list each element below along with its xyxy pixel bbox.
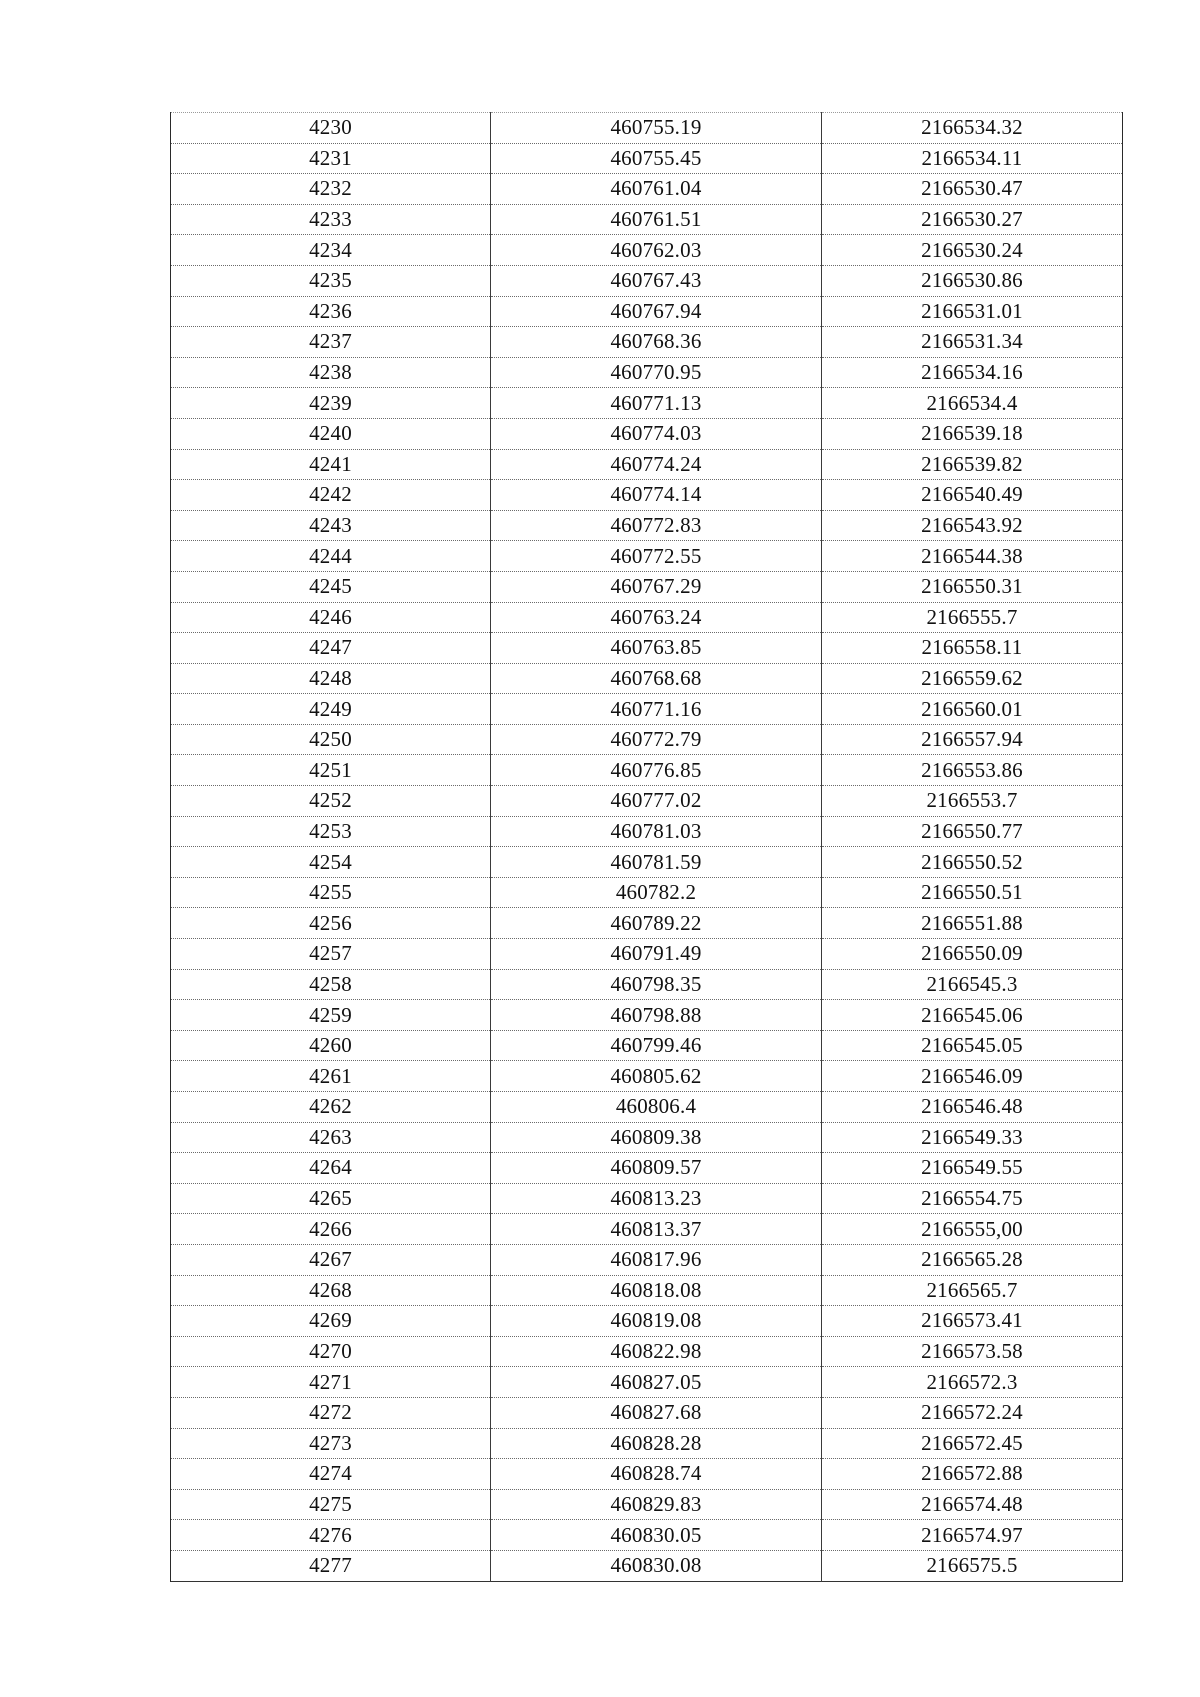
point-number-cell: 4245 <box>171 571 491 602</box>
x-coordinate-cell: 460827.05 <box>491 1367 822 1398</box>
table-row <box>171 204 1123 235</box>
x-coordinate-cell: 460813.37 <box>491 1214 822 1245</box>
y-coordinate-cell: 2166534.32 <box>822 113 1123 144</box>
table-row <box>171 1459 1123 1490</box>
y-coordinate-cell: 2166531.34 <box>822 327 1123 358</box>
y-coordinate-cell: 2166574.48 <box>822 1489 1123 1520</box>
table-row <box>171 1306 1123 1337</box>
table-row <box>171 174 1123 205</box>
x-coordinate-cell: 460799.46 <box>491 1030 822 1061</box>
y-coordinate-cell: 2166550.09 <box>822 939 1123 970</box>
point-number-cell: 4268 <box>171 1275 491 1306</box>
point-number-cell: 4232 <box>171 174 491 205</box>
point-number-cell: 4261 <box>171 1061 491 1092</box>
table-row <box>171 1214 1123 1245</box>
point-number-cell: 4269 <box>171 1306 491 1337</box>
x-coordinate-cell: 460774.03 <box>491 418 822 449</box>
table-row <box>171 816 1123 847</box>
point-number-cell: 4243 <box>171 510 491 541</box>
table-row <box>171 296 1123 327</box>
point-number-cell: 4260 <box>171 1030 491 1061</box>
point-number-cell: 4250 <box>171 724 491 755</box>
table-row <box>171 235 1123 266</box>
table-row <box>171 786 1123 817</box>
y-coordinate-cell: 2166550.52 <box>822 847 1123 878</box>
point-number-cell: 4273 <box>171 1428 491 1459</box>
table-row <box>171 908 1123 939</box>
x-coordinate-cell: 460781.59 <box>491 847 822 878</box>
point-number-cell: 4234 <box>171 235 491 266</box>
table-row <box>171 510 1123 541</box>
y-coordinate-cell: 2166531.01 <box>822 296 1123 327</box>
table-row <box>171 265 1123 296</box>
y-coordinate-cell: 2166558.11 <box>822 633 1123 664</box>
point-number-cell: 4244 <box>171 541 491 572</box>
x-coordinate-cell: 460768.68 <box>491 663 822 694</box>
point-number-cell: 4272 <box>171 1397 491 1428</box>
point-number-cell: 4258 <box>171 969 491 1000</box>
y-coordinate-cell: 2166550.31 <box>822 571 1123 602</box>
x-coordinate-cell: 460762.03 <box>491 235 822 266</box>
x-coordinate-cell: 460809.57 <box>491 1153 822 1184</box>
point-number-cell: 4266 <box>171 1214 491 1245</box>
point-number-cell: 4253 <box>171 816 491 847</box>
point-number-cell: 4230 <box>171 113 491 144</box>
y-coordinate-cell: 2166549.55 <box>822 1153 1123 1184</box>
y-coordinate-cell: 2166555,00 <box>822 1214 1123 1245</box>
point-number-cell: 4241 <box>171 449 491 480</box>
x-coordinate-cell: 460763.24 <box>491 602 822 633</box>
table-row <box>171 877 1123 908</box>
point-number-cell: 4240 <box>171 418 491 449</box>
y-coordinate-cell: 2166534.16 <box>822 357 1123 388</box>
y-coordinate-cell: 2166545.06 <box>822 1000 1123 1031</box>
point-number-cell: 4271 <box>171 1367 491 1398</box>
x-coordinate-cell: 460771.13 <box>491 388 822 419</box>
y-coordinate-cell: 2166539.82 <box>822 449 1123 480</box>
y-coordinate-cell: 2166545.05 <box>822 1030 1123 1061</box>
point-number-cell: 4265 <box>171 1183 491 1214</box>
y-coordinate-cell: 2166530.47 <box>822 174 1123 205</box>
table-row <box>171 1550 1123 1581</box>
x-coordinate-cell: 460805.62 <box>491 1061 822 1092</box>
table-row <box>171 327 1123 358</box>
table-row <box>171 480 1123 511</box>
y-coordinate-cell: 2166550.77 <box>822 816 1123 847</box>
x-coordinate-cell: 460827.68 <box>491 1397 822 1428</box>
x-coordinate-cell: 460767.43 <box>491 265 822 296</box>
x-coordinate-cell: 460776.85 <box>491 755 822 786</box>
point-number-cell: 4242 <box>171 480 491 511</box>
x-coordinate-cell: 460809.38 <box>491 1122 822 1153</box>
table-row <box>171 1000 1123 1031</box>
y-coordinate-cell: 2166540.49 <box>822 480 1123 511</box>
y-coordinate-cell: 2166572.88 <box>822 1459 1123 1490</box>
x-coordinate-cell: 460830.08 <box>491 1550 822 1581</box>
x-coordinate-cell: 460768.36 <box>491 327 822 358</box>
point-number-cell: 4236 <box>171 296 491 327</box>
table-row <box>171 663 1123 694</box>
x-coordinate-cell: 460782.2 <box>491 877 822 908</box>
y-coordinate-cell: 2166555.7 <box>822 602 1123 633</box>
y-coordinate-cell: 2166565.7 <box>822 1275 1123 1306</box>
table-row <box>171 1428 1123 1459</box>
y-coordinate-cell: 2166534.11 <box>822 143 1123 174</box>
table-row <box>171 755 1123 786</box>
coordinates-table <box>170 112 1123 1582</box>
point-number-cell: 4259 <box>171 1000 491 1031</box>
y-coordinate-cell: 2166546.09 <box>822 1061 1123 1092</box>
point-number-cell: 4255 <box>171 877 491 908</box>
x-coordinate-cell: 460829.83 <box>491 1489 822 1520</box>
point-number-cell: 4275 <box>171 1489 491 1520</box>
table-row <box>171 541 1123 572</box>
y-coordinate-cell: 2166545.3 <box>822 969 1123 1000</box>
y-coordinate-cell: 2166560.01 <box>822 694 1123 725</box>
table-row <box>171 847 1123 878</box>
table-body <box>171 113 1123 1582</box>
point-number-cell: 4235 <box>171 265 491 296</box>
point-number-cell: 4238 <box>171 357 491 388</box>
table-row <box>171 1030 1123 1061</box>
table-row <box>171 1122 1123 1153</box>
table-row <box>171 724 1123 755</box>
point-number-cell: 4274 <box>171 1459 491 1490</box>
table-row <box>171 113 1123 144</box>
point-number-cell: 4257 <box>171 939 491 970</box>
table-row <box>171 1489 1123 1520</box>
table-row <box>171 143 1123 174</box>
x-coordinate-cell: 460771.16 <box>491 694 822 725</box>
y-coordinate-cell: 2166551.88 <box>822 908 1123 939</box>
point-number-cell: 4251 <box>171 755 491 786</box>
y-coordinate-cell: 2166572.24 <box>822 1397 1123 1428</box>
y-coordinate-cell: 2166557.94 <box>822 724 1123 755</box>
table-row <box>171 357 1123 388</box>
x-coordinate-cell: 460828.28 <box>491 1428 822 1459</box>
table-row <box>171 1520 1123 1551</box>
point-number-cell: 4277 <box>171 1550 491 1581</box>
table-row <box>171 1367 1123 1398</box>
table-row <box>171 571 1123 602</box>
table-row <box>171 939 1123 970</box>
x-coordinate-cell: 460828.74 <box>491 1459 822 1490</box>
table-row <box>171 1183 1123 1214</box>
y-coordinate-cell: 2166565.28 <box>822 1244 1123 1275</box>
point-number-cell: 4249 <box>171 694 491 725</box>
x-coordinate-cell: 460822.98 <box>491 1336 822 1367</box>
table-row <box>171 418 1123 449</box>
x-coordinate-cell: 460774.14 <box>491 480 822 511</box>
y-coordinate-cell: 2166543.92 <box>822 510 1123 541</box>
y-coordinate-cell: 2166553.86 <box>822 755 1123 786</box>
y-coordinate-cell: 2166572.45 <box>822 1428 1123 1459</box>
point-number-cell: 4237 <box>171 327 491 358</box>
point-number-cell: 4276 <box>171 1520 491 1551</box>
table-row <box>171 1336 1123 1367</box>
y-coordinate-cell: 2166549.33 <box>822 1122 1123 1153</box>
point-number-cell: 4248 <box>171 663 491 694</box>
x-coordinate-cell: 460767.29 <box>491 571 822 602</box>
point-number-cell: 4231 <box>171 143 491 174</box>
x-coordinate-cell: 460761.04 <box>491 174 822 205</box>
y-coordinate-cell: 2166544.38 <box>822 541 1123 572</box>
point-number-cell: 4262 <box>171 1092 491 1123</box>
point-number-cell: 4239 <box>171 388 491 419</box>
point-number-cell: 4256 <box>171 908 491 939</box>
table-row <box>171 602 1123 633</box>
table-row <box>171 1397 1123 1428</box>
point-number-cell: 4254 <box>171 847 491 878</box>
table-row <box>171 633 1123 664</box>
x-coordinate-cell: 460774.24 <box>491 449 822 480</box>
y-coordinate-cell: 2166575.5 <box>822 1550 1123 1581</box>
y-coordinate-cell: 2166572.3 <box>822 1367 1123 1398</box>
x-coordinate-cell: 460791.49 <box>491 939 822 970</box>
y-coordinate-cell: 2166573.58 <box>822 1336 1123 1367</box>
x-coordinate-cell: 460755.45 <box>491 143 822 174</box>
x-coordinate-cell: 460789.22 <box>491 908 822 939</box>
x-coordinate-cell: 460763.85 <box>491 633 822 664</box>
table-row <box>171 1275 1123 1306</box>
x-coordinate-cell: 460770.95 <box>491 357 822 388</box>
table-row <box>171 694 1123 725</box>
x-coordinate-cell: 460819.08 <box>491 1306 822 1337</box>
y-coordinate-cell: 2166573.41 <box>822 1306 1123 1337</box>
x-coordinate-cell: 460772.83 <box>491 510 822 541</box>
point-number-cell: 4270 <box>171 1336 491 1367</box>
x-coordinate-cell: 460772.55 <box>491 541 822 572</box>
y-coordinate-cell: 2166530.86 <box>822 265 1123 296</box>
y-coordinate-cell: 2166554.75 <box>822 1183 1123 1214</box>
point-number-cell: 4246 <box>171 602 491 633</box>
table-row <box>171 388 1123 419</box>
table-row <box>171 1244 1123 1275</box>
x-coordinate-cell: 460817.96 <box>491 1244 822 1275</box>
y-coordinate-cell: 2166559.62 <box>822 663 1123 694</box>
y-coordinate-cell: 2166530.27 <box>822 204 1123 235</box>
point-number-cell: 4252 <box>171 786 491 817</box>
x-coordinate-cell: 460798.35 <box>491 969 822 1000</box>
y-coordinate-cell: 2166539.18 <box>822 418 1123 449</box>
y-coordinate-cell: 2166546.48 <box>822 1092 1123 1123</box>
x-coordinate-cell: 460818.08 <box>491 1275 822 1306</box>
y-coordinate-cell: 2166553.7 <box>822 786 1123 817</box>
point-number-cell: 4247 <box>171 633 491 664</box>
x-coordinate-cell: 460761.51 <box>491 204 822 235</box>
x-coordinate-cell: 460777.02 <box>491 786 822 817</box>
point-number-cell: 4263 <box>171 1122 491 1153</box>
x-coordinate-cell: 460781.03 <box>491 816 822 847</box>
table-row <box>171 969 1123 1000</box>
y-coordinate-cell: 2166550.51 <box>822 877 1123 908</box>
y-coordinate-cell: 2166574.97 <box>822 1520 1123 1551</box>
table-row <box>171 1092 1123 1123</box>
x-coordinate-cell: 460830.05 <box>491 1520 822 1551</box>
table-row <box>171 1153 1123 1184</box>
x-coordinate-cell: 460767.94 <box>491 296 822 327</box>
y-coordinate-cell: 2166534.4 <box>822 388 1123 419</box>
y-coordinate-cell: 2166530.24 <box>822 235 1123 266</box>
point-number-cell: 4264 <box>171 1153 491 1184</box>
table-row <box>171 449 1123 480</box>
table-row <box>171 1061 1123 1092</box>
x-coordinate-cell: 460755.19 <box>491 113 822 144</box>
x-coordinate-cell: 460798.88 <box>491 1000 822 1031</box>
x-coordinate-cell: 460806.4 <box>491 1092 822 1123</box>
point-number-cell: 4233 <box>171 204 491 235</box>
x-coordinate-cell: 460813.23 <box>491 1183 822 1214</box>
point-number-cell: 4267 <box>171 1244 491 1275</box>
x-coordinate-cell: 460772.79 <box>491 724 822 755</box>
